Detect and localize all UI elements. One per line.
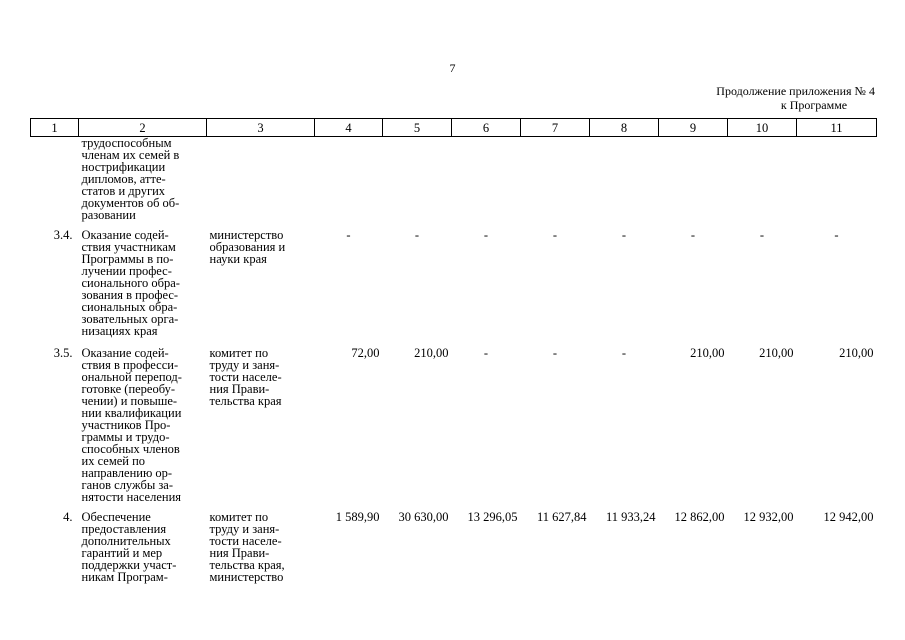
measure-name: Оказание содей- ствия участникам Программы в по- лучении профес- сионального обра- зования в профес- сиональных обра- зовательных орга- низациях края <box>81 228 180 338</box>
column-header: 10 <box>728 119 797 137</box>
column-header: 4 <box>315 119 383 137</box>
table-row <box>31 229 877 347</box>
value-cell <box>383 137 452 230</box>
value-cell <box>797 137 877 230</box>
measure-name: Оказание содей- ствия в професси- ональной перепод- готовке (переобу- чении) и повыше- нии квалификации участников Про- граммы и трудо- способных членов их семей по направлению ор- ганов службы за- нятости населения <box>81 346 182 504</box>
value-cell: 1 589,90 <box>335 510 380 524</box>
row-number: 3.5. <box>53 346 73 360</box>
value-cell <box>590 137 659 230</box>
value-cell: - <box>483 228 489 242</box>
value-cell: 210,00 <box>759 346 794 360</box>
measure-name: трудоспособным членам их семей в нострификации дипломов, атте- статов и других документов об об- разовании <box>81 136 180 222</box>
row-number: 4. <box>63 510 73 524</box>
value-cell: 12 932,00 <box>743 510 794 524</box>
executor: министерство образования и науки края <box>209 228 286 266</box>
column-header: 8 <box>590 119 659 137</box>
value-cell: - <box>690 228 696 242</box>
value-cell: 210,00 <box>839 346 874 360</box>
value-cell: - <box>414 228 420 242</box>
value-cell: 210,00 <box>414 346 449 360</box>
appendix-continuation-note <box>675 84 875 112</box>
column-header: 6 <box>452 119 521 137</box>
executor: комитет по труду и заня- тости населе- ния Прави- тельства края <box>209 346 282 408</box>
column-header: 7 <box>521 119 590 137</box>
column-header: 11 <box>797 119 877 137</box>
measure-name: Обеспечение предоставления дополнительных гарантий и мер поддержки участ- никам Програм- <box>81 510 177 584</box>
continuation-line-1: Продолжение приложения № 4 <box>716 84 875 98</box>
table-header-row <box>31 119 877 137</box>
value-cell: - <box>834 228 839 242</box>
column-header: 9 <box>659 119 728 137</box>
value-cell: 12 942,00 <box>823 510 874 524</box>
column-header: 2 <box>79 119 207 137</box>
value-cell: - <box>346 228 351 242</box>
value-cell <box>315 137 383 230</box>
continuation-line-2: к Программе <box>780 98 848 112</box>
value-cell: 30 630,00 <box>398 510 449 524</box>
value-cell: 12 862,00 <box>674 510 725 524</box>
value-cell <box>728 137 797 230</box>
table-row <box>31 347 877 511</box>
row-number: 3.4. <box>53 228 73 242</box>
table-row <box>31 511 877 583</box>
value-cell: - <box>621 346 627 360</box>
value-cell <box>521 137 590 230</box>
table-row <box>31 137 877 230</box>
value-cell: - <box>552 346 558 360</box>
value-cell: 11 627,84 <box>536 510 587 524</box>
row-number <box>31 137 79 230</box>
program-measures-table <box>30 118 877 583</box>
value-cell <box>452 137 521 230</box>
value-cell: 13 296,05 <box>467 510 518 524</box>
value-cell: - <box>759 228 765 242</box>
column-header: 3 <box>207 119 315 137</box>
value-cell: - <box>552 228 558 242</box>
value-cell: - <box>621 228 627 242</box>
value-cell: 72,00 <box>351 346 380 360</box>
value-cell <box>659 137 728 230</box>
column-header: 1 <box>31 119 79 137</box>
value-cell: 210,00 <box>690 346 725 360</box>
executor <box>210 137 313 145</box>
column-header: 5 <box>383 119 452 137</box>
value-cell: - <box>483 346 489 360</box>
executor: комитет по труду и заня- тости населе- ния Прави- тельства края, министерство <box>209 510 285 584</box>
value-cell: 11 933,24 <box>605 510 656 524</box>
page-number: 7 <box>449 61 456 75</box>
